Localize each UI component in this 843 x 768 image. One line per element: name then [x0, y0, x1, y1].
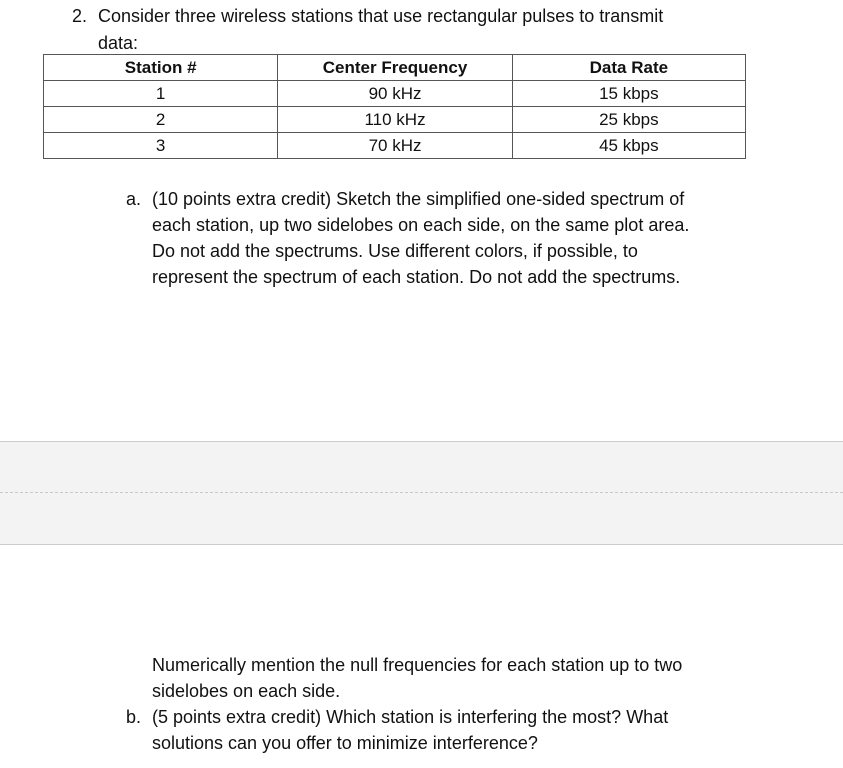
part-b-line-2: solutions can you offer to minimize interference? [152, 733, 538, 753]
part-b-label: b. [126, 707, 142, 727]
part-a-line-4: represent the spectrum of each station. Do not add the spectrums. [152, 267, 681, 287]
data-rate-cell: 15 kbps [512, 81, 745, 107]
part-b-line-1: (5 points extra credit) Which station is interfering the most? What [152, 707, 669, 727]
station-number-cell: 2 [44, 107, 278, 133]
page-break-dashed-line [0, 492, 843, 493]
part-a-line-2: each station, up two sidelobes on each side, on the same plot area. [152, 215, 690, 235]
question-number: 2. [72, 6, 88, 26]
part-a-label: a. [126, 189, 142, 209]
table-row [44, 81, 746, 107]
center-frequency-cell: 70 kHz [278, 133, 512, 159]
station-number-cell: 3 [44, 133, 278, 159]
page-break-band [0, 441, 843, 545]
header-data-rate: Data Rate [512, 55, 745, 81]
station-number-cell: 1 [44, 81, 278, 107]
part-a-line-1: (10 points extra credit) Sketch the simplified one-sided spectrum of [152, 189, 685, 209]
center-frequency-cell: 110 kHz [278, 107, 512, 133]
table-header-row [44, 55, 746, 81]
stations-table [43, 54, 746, 159]
part-a-line-3: Do not add the spectrums. Use different colors, if possible, to [152, 241, 638, 261]
header-station: Station # [44, 55, 278, 81]
data-rate-cell: 25 kbps [512, 107, 745, 133]
question-text-line-2: data: [98, 33, 139, 53]
table-row [44, 133, 746, 159]
note-line-2: sidelobes on each side. [152, 681, 341, 701]
center-frequency-cell: 90 kHz [278, 81, 512, 107]
table-row [44, 107, 746, 133]
question-text-line-1: Consider three wireless stations that use rectangular pulses to transmit [98, 6, 664, 26]
header-center-frequency: Center Frequency [278, 55, 512, 81]
data-rate-cell: 45 kbps [512, 133, 745, 159]
note-line-1: Numerically mention the null frequencies for each station up to two [152, 655, 683, 675]
